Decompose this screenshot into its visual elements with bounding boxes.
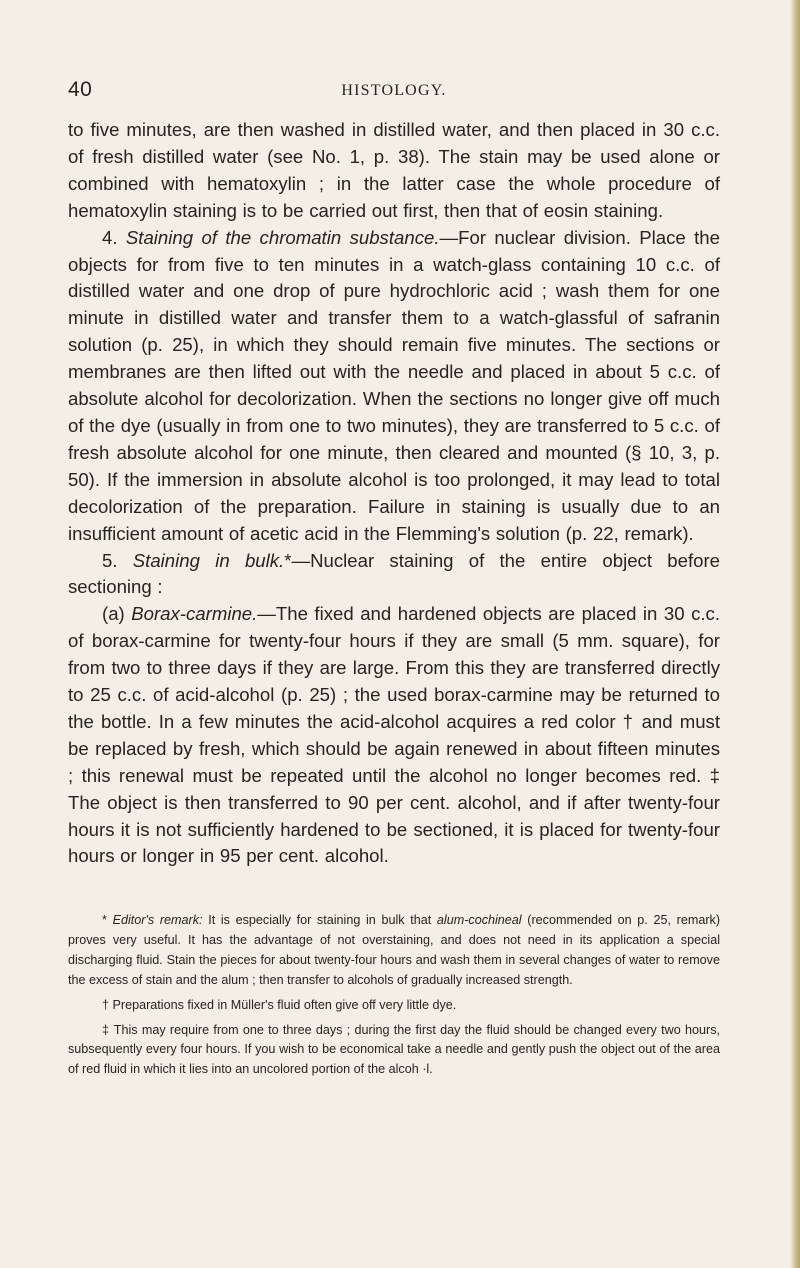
footnote-term: alum-cochineal bbox=[436, 913, 522, 927]
page-header bbox=[68, 78, 720, 108]
paragraph-chromatin-staining bbox=[68, 225, 720, 548]
footnotes bbox=[68, 911, 720, 1080]
footnote-label: Editor's remark: bbox=[112, 913, 203, 927]
page-number: 40 bbox=[68, 78, 93, 101]
footnote-text: (recommended on p. 25, remark) proves very useful. It has the advantage of not overstaining, and does not need in its application a special discharging fluid. Stain the pieces for about twenty-four hours and wash them in several changes of water to remove the excess of stain and the alum ; then transfer to alcohols of gradually increased strength. bbox=[68, 913, 721, 987]
footnote-mark: * bbox=[102, 913, 113, 927]
section-number: 5. bbox=[102, 549, 133, 571]
paragraph-staining-in-bulk bbox=[68, 548, 720, 602]
footnote-text: It is especially for staining in bulk that bbox=[202, 913, 437, 927]
subsection-text: —The fixed and hardened objects are placed in 30 c.c. of borax-carmine for twenty-four hours if they are small (5 mm. square), for from two to three days if they are large. From this they are transferred directly to 25 c.c. of acid-alcohol (p. 25) ; the used borax-carmine may be returned to the bottle. In a few minutes the acid-alcohol acquires a red color bbox=[68, 603, 720, 732]
subsection-text: The object is then transferred to 90 per cent. alcohol, and if after twenty-four hours it is not sufficiently hardened to be sectioned, it is placed for twenty-four hours or longer in 95 per cent. alcohol. bbox=[68, 791, 720, 867]
subsection-title: Borax-carmine. bbox=[131, 603, 258, 625]
footnote-ref: ‡ bbox=[701, 764, 720, 786]
section-title: Staining of the chromatin substance. bbox=[125, 226, 440, 248]
footnote-ref: † bbox=[615, 710, 642, 732]
footnote-ref: * bbox=[284, 549, 292, 571]
paragraph-eosin-continuation: to five minutes, are then washed in distilled water, and then placed in 30 c.c. of fresh distilled water (see No. 1, p. 38). The stain may be used alone or combined with hematoxylin ; in the latter case the whole procedure of hematoxylin staining is to be carried out first, then that of eosin staining. bbox=[68, 119, 720, 221]
section-text: —For nuclear division. Place the objects for from five to ten minutes in a watch-glass containing 10 c.c. of distilled water and one drop of pure hydrochloric acid ; wash them for one minute in distilled water and transfer them to a watch-glassful of safranin solution (p. 25), in which they should remain five minutes. The sections or membranes are then lifted out with the needle and placed in about 5 c.c. of absolute alcohol for decolorization. When the sections no longer give off much of the dye (usually in from one to two minutes), they are transferred to 5 c.c. of fresh absolute alcohol for one minute, then cleared and mounted (§ 10, 3, p. 50). If the immersion in absolute alcohol is too prolonged, it may lead to total decolorization of the preparation. Failure in staining is usually due to an insufficient amount of acetic acid in the Flemming's solution (p. 22, remark). bbox=[68, 226, 720, 544]
subsection-text: and must be replaced by fresh, which should be again renewed in about fifteen minutes ; this renewal must be repeated until the alcohol no longer becomes red. bbox=[68, 710, 720, 786]
footnote-mullers-fluid: † Preparations fixed in Müller's fluid often give off very little dye. bbox=[102, 997, 457, 1012]
section-title: Staining in bulk. bbox=[132, 549, 285, 571]
paragraph-borax-carmine bbox=[68, 601, 720, 870]
running-head: HISTOLOGY. bbox=[341, 82, 447, 99]
subsection-label: (a) bbox=[102, 603, 132, 625]
footnote-renewal: ‡ This may require from one to three days ; during the first day the fluid should be changed every two hours, subsequently every four hours. If you wish to be economical take a needle and gently push the object out of the area of red fluid in which it lies into an uncolored portion of the alcoh ·l. bbox=[68, 1022, 720, 1077]
body-text bbox=[68, 117, 720, 870]
footnote-editors-remark bbox=[68, 911, 720, 991]
section-text: —Nuclear staining of the entire object before sectioning : bbox=[68, 549, 720, 598]
page-edge bbox=[790, 0, 800, 1268]
section-number: 4. bbox=[102, 226, 126, 248]
